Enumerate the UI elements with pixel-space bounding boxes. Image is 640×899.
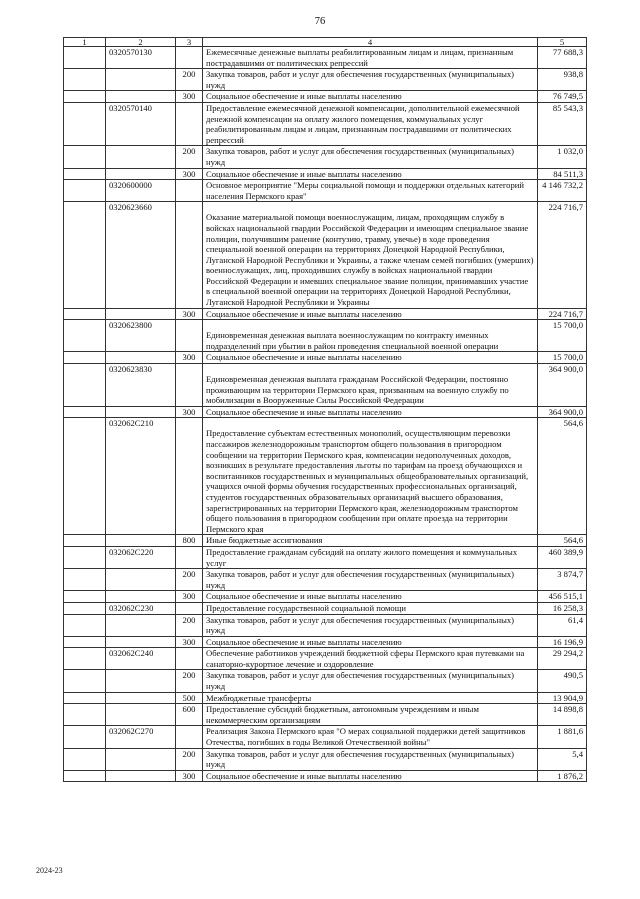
description-cell: Закупка товаров, работ и услуг для обеспечения государственных (муниципальных) нужд	[203, 748, 538, 770]
row-col1-cell	[64, 418, 106, 535]
description-cell: Предоставление субсидий бюджетным, автономным учреждениям и иным некоммерческим организациям	[203, 704, 538, 726]
amount-cell: 224 716,7	[538, 202, 587, 308]
amount-cell: 14 898,8	[538, 704, 587, 726]
target-code-cell	[106, 69, 176, 91]
table-row	[64, 748, 587, 770]
expense-type-cell: 300	[176, 308, 203, 320]
table-row	[64, 770, 587, 782]
table-row	[64, 352, 587, 364]
target-code-cell	[106, 308, 176, 320]
header-col-4: 4	[203, 38, 538, 47]
description-cell: Социальное обеспечение и иные выплаты населению	[203, 770, 538, 782]
table-row	[64, 47, 587, 69]
amount-cell: 15 700,0	[538, 352, 587, 364]
expense-type-cell: 800	[176, 535, 203, 547]
target-code-cell	[106, 614, 176, 636]
amount-cell: 84 511,3	[538, 168, 587, 180]
expense-type-cell	[176, 202, 203, 308]
target-code-cell	[106, 591, 176, 603]
description-cell: Единовременная денежная выплата военнослужащим по контракту именных подразделений при убытии в район проведения специальной военной операции	[203, 320, 538, 352]
description-cell: Предоставление гражданам субсидий на оплату жилого помещения и коммунальных услуг	[203, 546, 538, 568]
description-cell: Основное мероприятие "Меры социальной помощи и поддержки отдельных категорий населения Пермского края"	[203, 180, 538, 202]
target-code-cell: 032062С270	[106, 726, 176, 748]
row-col1-cell	[64, 569, 106, 591]
description-cell: Реализация Закона Пермского края "О мерах социальной поддержки детей защитников Отечества, погибших в годы Великой Отечественной войны"	[203, 726, 538, 748]
table-row	[64, 320, 587, 352]
table-row	[64, 418, 587, 535]
header-col-3: 3	[176, 38, 203, 47]
table-row	[64, 602, 587, 614]
description-cell: Социальное обеспечение и иные выплаты населению	[203, 168, 538, 180]
row-col1-cell	[64, 146, 106, 168]
row-col1-cell	[64, 670, 106, 692]
description-cell: Ежемесячные денежные выплаты реабилитированным лицам и лицам, признанным пострадавшими от политических репрессий	[203, 47, 538, 69]
description-cell: Закупка товаров, работ и услуг для обеспечения государственных (муниципальных) нужд	[203, 569, 538, 591]
expense-type-cell: 300	[176, 91, 203, 103]
table-header	[64, 38, 587, 47]
row-col1-cell	[64, 406, 106, 418]
row-col1-cell	[64, 102, 106, 145]
description-cell: Социальное обеспечение и иные выплаты населению	[203, 591, 538, 603]
amount-cell: 224 716,7	[538, 308, 587, 320]
description-cell: Иные бюджетные ассигнования	[203, 535, 538, 547]
row-col1-cell	[64, 692, 106, 704]
expense-type-cell: 200	[176, 569, 203, 591]
expense-type-cell	[176, 648, 203, 670]
expense-type-cell	[176, 726, 203, 748]
description-cell: Оказание материальной помощи военнослужащим, лицам, проходящим службу в войсках национальной гвардии Российской Федерации и имеющим специальное звание полиции, получившим ранение (контузию, травму, увечье) в ходе проведения специальной военной операции на территориях Донецкой Народной Республики, Луганской Народной Республики и Украины, а также членам семей погибших (умерших) военнослужащих, лиц, проходивших службу в войсках национальной гвардии Российской Федерации и имевших специальное звание полиции, принимавших участие в специальной военной операции на территориях Донецкой Народной Республики, Луганской Народной Республики и Украины	[203, 202, 538, 308]
expense-type-cell	[176, 546, 203, 568]
amount-cell: 1 876,2	[538, 770, 587, 782]
description-cell: Закупка товаров, работ и услуг для обеспечения государственных (муниципальных) нужд	[203, 670, 538, 692]
description-cell: Предоставление государственной социальной помощи	[203, 602, 538, 614]
row-col1-cell	[64, 704, 106, 726]
row-col1-cell	[64, 748, 106, 770]
description-cell: Обеспечение работников учреждений бюджетной сферы Пермского края путевками на санаторно-курортное лечение и оздоровление	[203, 648, 538, 670]
target-code-cell: 032062С230	[106, 602, 176, 614]
description-cell: Социальное обеспечение и иные выплаты населению	[203, 91, 538, 103]
amount-cell: 1 881,6	[538, 726, 587, 748]
target-code-cell	[106, 670, 176, 692]
header-col-5: 5	[538, 38, 587, 47]
expense-type-cell: 300	[176, 591, 203, 603]
target-code-cell: 032062С220	[106, 546, 176, 568]
amount-cell: 564,6	[538, 535, 587, 547]
amount-cell: 490,5	[538, 670, 587, 692]
row-col1-cell	[64, 364, 106, 407]
amount-cell: 4 146 732,2	[538, 180, 587, 202]
page-number: 76	[314, 16, 326, 27]
amount-cell: 564,6	[538, 418, 587, 535]
target-code-cell: 032062С240	[106, 648, 176, 670]
description-cell: Единовременная денежная выплата гражданам Российской Федерации, постоянно проживающим на территории Пермского края, призванным на военную службу по мобилизации в Вооруженные Силы Российской Федерации	[203, 364, 538, 407]
expense-type-cell: 500	[176, 692, 203, 704]
expense-type-cell	[176, 102, 203, 145]
row-col1-cell	[64, 308, 106, 320]
row-col1-cell	[64, 770, 106, 782]
expense-type-cell: 300	[176, 168, 203, 180]
row-col1-cell	[64, 352, 106, 364]
amount-cell: 16 196,9	[538, 636, 587, 648]
target-code-cell	[106, 91, 176, 103]
row-col1-cell	[64, 636, 106, 648]
footer-code: 2024-23	[36, 866, 63, 875]
table-body	[64, 47, 587, 782]
table-row	[64, 726, 587, 748]
row-col1-cell	[64, 202, 106, 308]
row-col1-cell	[64, 648, 106, 670]
expense-type-cell: 200	[176, 614, 203, 636]
table-row	[64, 91, 587, 103]
table-row	[64, 614, 587, 636]
table-row	[64, 180, 587, 202]
row-col1-cell	[64, 535, 106, 547]
row-col1-cell	[64, 91, 106, 103]
expense-type-cell	[176, 364, 203, 407]
table-row	[64, 535, 587, 547]
row-col1-cell	[64, 591, 106, 603]
target-code-cell	[106, 406, 176, 418]
expense-type-cell: 300	[176, 406, 203, 418]
target-code-cell: 032062С210	[106, 418, 176, 535]
description-cell: Закупка товаров, работ и услуг для обеспечения государственных (муниципальных) нужд	[203, 146, 538, 168]
amount-cell: 364 900,0	[538, 406, 587, 418]
target-code-cell	[106, 692, 176, 704]
table-row	[64, 202, 587, 308]
target-code-cell	[106, 146, 176, 168]
target-code-cell	[106, 636, 176, 648]
table-row	[64, 364, 587, 407]
target-code-cell: 0320600000	[106, 180, 176, 202]
expense-type-cell: 200	[176, 670, 203, 692]
target-code-cell	[106, 168, 176, 180]
table-row	[64, 636, 587, 648]
row-col1-cell	[64, 168, 106, 180]
table-row	[64, 308, 587, 320]
target-code-cell: 0320623800	[106, 320, 176, 352]
target-code-cell	[106, 569, 176, 591]
amount-cell: 5,4	[538, 748, 587, 770]
amount-cell: 3 874,7	[538, 569, 587, 591]
description-cell: Социальное обеспечение и иные выплаты населению	[203, 406, 538, 418]
amount-cell: 77 688,3	[538, 47, 587, 69]
amount-cell: 13 904,9	[538, 692, 587, 704]
expense-type-cell: 600	[176, 704, 203, 726]
table-row	[64, 591, 587, 603]
target-code-cell	[106, 352, 176, 364]
table-row	[64, 670, 587, 692]
table-row	[64, 546, 587, 568]
table-row	[64, 704, 587, 726]
target-code-cell: 0320623660	[106, 202, 176, 308]
description-cell: Предоставление субъектам естественных монополий, осуществляющим перевозки пассажиров железнодорожным транспортом общего пользования в пригородном сообщении на территории Пермского края, компенсации недополученных доходов, возникших в результате предоставления льготы по тарифам на проезд обучающихся и воспитанников государственных и муниципальных общеобразовательных организаций, учащихся очной формы обучения государственных профессиональных организаций, студентов государственных образовательных организаций высшего образования, зарегистрированных на территории Пермского края, железнодорожным транспортом общего пользования в пригородном сообщении при оплате проезда на территории Пермского края	[203, 418, 538, 535]
expense-type-cell: 200	[176, 69, 203, 91]
expense-type-cell: 300	[176, 636, 203, 648]
expense-type-cell	[176, 602, 203, 614]
row-col1-cell	[64, 47, 106, 69]
description-cell: Социальное обеспечение и иные выплаты населению	[203, 352, 538, 364]
amount-cell: 16 258,3	[538, 602, 587, 614]
amount-cell: 456 515,1	[538, 591, 587, 603]
row-col1-cell	[64, 180, 106, 202]
row-col1-cell	[64, 546, 106, 568]
description-cell: Закупка товаров, работ и услуг для обеспечения государственных (муниципальных) нужд	[203, 69, 538, 91]
expense-type-cell	[176, 320, 203, 352]
header-col-2: 2	[106, 38, 176, 47]
target-code-cell: 0320570140	[106, 102, 176, 145]
description-cell: Социальное обеспечение и иные выплаты населению	[203, 308, 538, 320]
target-code-cell: 0320570130	[106, 47, 176, 69]
amount-cell: 460 389,9	[538, 546, 587, 568]
header-col-1: 1	[64, 38, 106, 47]
amount-cell: 29 294,2	[538, 648, 587, 670]
target-code-cell	[106, 535, 176, 547]
description-cell: Межбюджетные трансферты	[203, 692, 538, 704]
amount-cell: 15 700,0	[538, 320, 587, 352]
table-row	[64, 692, 587, 704]
table-row	[64, 146, 587, 168]
expense-type-cell	[176, 180, 203, 202]
amount-cell: 61,4	[538, 614, 587, 636]
table-row	[64, 648, 587, 670]
expense-type-cell	[176, 418, 203, 535]
amount-cell: 364 900,0	[538, 364, 587, 407]
row-col1-cell	[64, 726, 106, 748]
expense-type-cell: 300	[176, 770, 203, 782]
table-row	[64, 569, 587, 591]
row-col1-cell	[64, 320, 106, 352]
row-col1-cell	[64, 69, 106, 91]
target-code-cell: 0320623830	[106, 364, 176, 407]
expense-type-cell: 300	[176, 352, 203, 364]
description-cell: Закупка товаров, работ и услуг для обеспечения государственных (муниципальных) нужд	[203, 614, 538, 636]
expense-type-cell: 200	[176, 146, 203, 168]
table-row	[64, 168, 587, 180]
target-code-cell	[106, 748, 176, 770]
table-row	[64, 102, 587, 145]
amount-cell: 76 749,5	[538, 91, 587, 103]
table-row	[64, 69, 587, 91]
row-col1-cell	[64, 614, 106, 636]
expense-type-cell: 200	[176, 748, 203, 770]
amount-cell: 1 032,0	[538, 146, 587, 168]
expense-type-cell	[176, 47, 203, 69]
target-code-cell	[106, 770, 176, 782]
target-code-cell	[106, 704, 176, 726]
description-cell: Предоставление ежемесячной денежной компенсации, дополнительной ежемесячной денежной компенсации на оплату жилого помещения, коммунальных услуг реабилитированным лицам и лицам, признанным пострадавшими от политических репрессий	[203, 102, 538, 145]
amount-cell: 938,8	[538, 69, 587, 91]
description-cell: Социальное обеспечение и иные выплаты населению	[203, 636, 538, 648]
row-col1-cell	[64, 602, 106, 614]
table-row	[64, 406, 587, 418]
amount-cell: 85 543,3	[538, 102, 587, 145]
budget-table	[63, 37, 587, 782]
